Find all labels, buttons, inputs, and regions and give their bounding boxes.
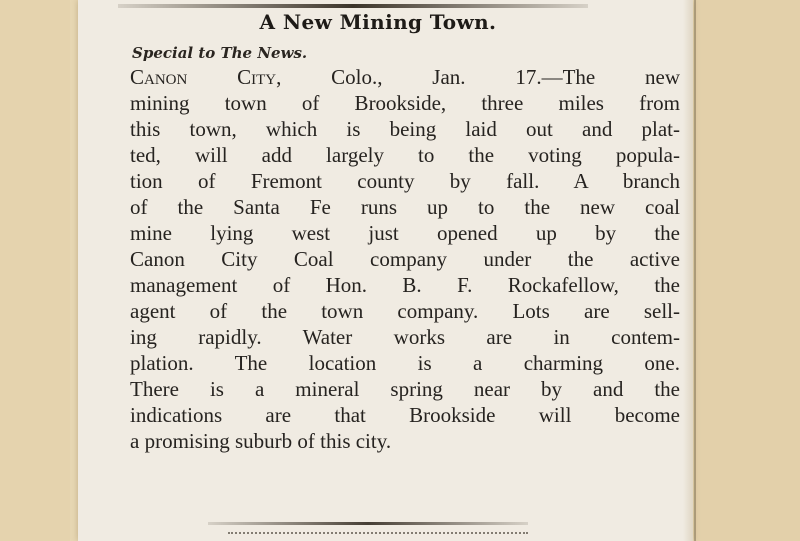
top-rule	[118, 4, 588, 8]
next-article-fragment	[228, 532, 528, 541]
article-byline: Special to The News.	[132, 44, 308, 62]
article-line-2: mining town of Brookside, three miles from	[130, 91, 680, 115]
clipping-edge-shadow	[683, 0, 693, 541]
scan-background-left	[0, 0, 70, 541]
article-line-4: ted, will add largely to the voting popula-	[130, 143, 680, 167]
article-line-1	[130, 64, 680, 90]
scan-border-line	[694, 0, 696, 541]
article-line-12: plation. The location is a charming one.	[130, 351, 680, 375]
scan-background-right	[695, 0, 800, 541]
article-line-15: a promising suburb of this city.	[130, 429, 392, 453]
article-headline: A New Mining Town.	[259, 10, 497, 34]
article-line-6: of the Santa Fe runs up to the new coal	[130, 195, 680, 219]
dateline-rest: , Colo., Jan. 17.—The new	[276, 65, 680, 89]
article-line-13: There is a mineral spring near by and the	[130, 377, 680, 401]
article-line-10: agent of the town company. Lots are sell-	[130, 299, 680, 323]
article-line-3: this town, which is being laid out and plat-	[130, 117, 680, 141]
article-line-8: Canon City Coal company under the active	[130, 247, 680, 271]
article-line-11: ing rapidly. Water works are in contem-	[130, 325, 680, 349]
article-line-14: indications are that Brookside will become	[130, 403, 680, 427]
newspaper-clipping	[78, 0, 693, 541]
article-line-5: tion of Fremont county by fall. A branch	[130, 169, 680, 193]
article-body	[130, 64, 680, 454]
bottom-rule	[208, 522, 528, 525]
article-line-7: mine lying west just opened up by the	[130, 221, 680, 245]
article-line-9: management of Hon. B. F. Rockafellow, the	[130, 273, 680, 297]
dateline-place: Canon City	[130, 65, 277, 89]
